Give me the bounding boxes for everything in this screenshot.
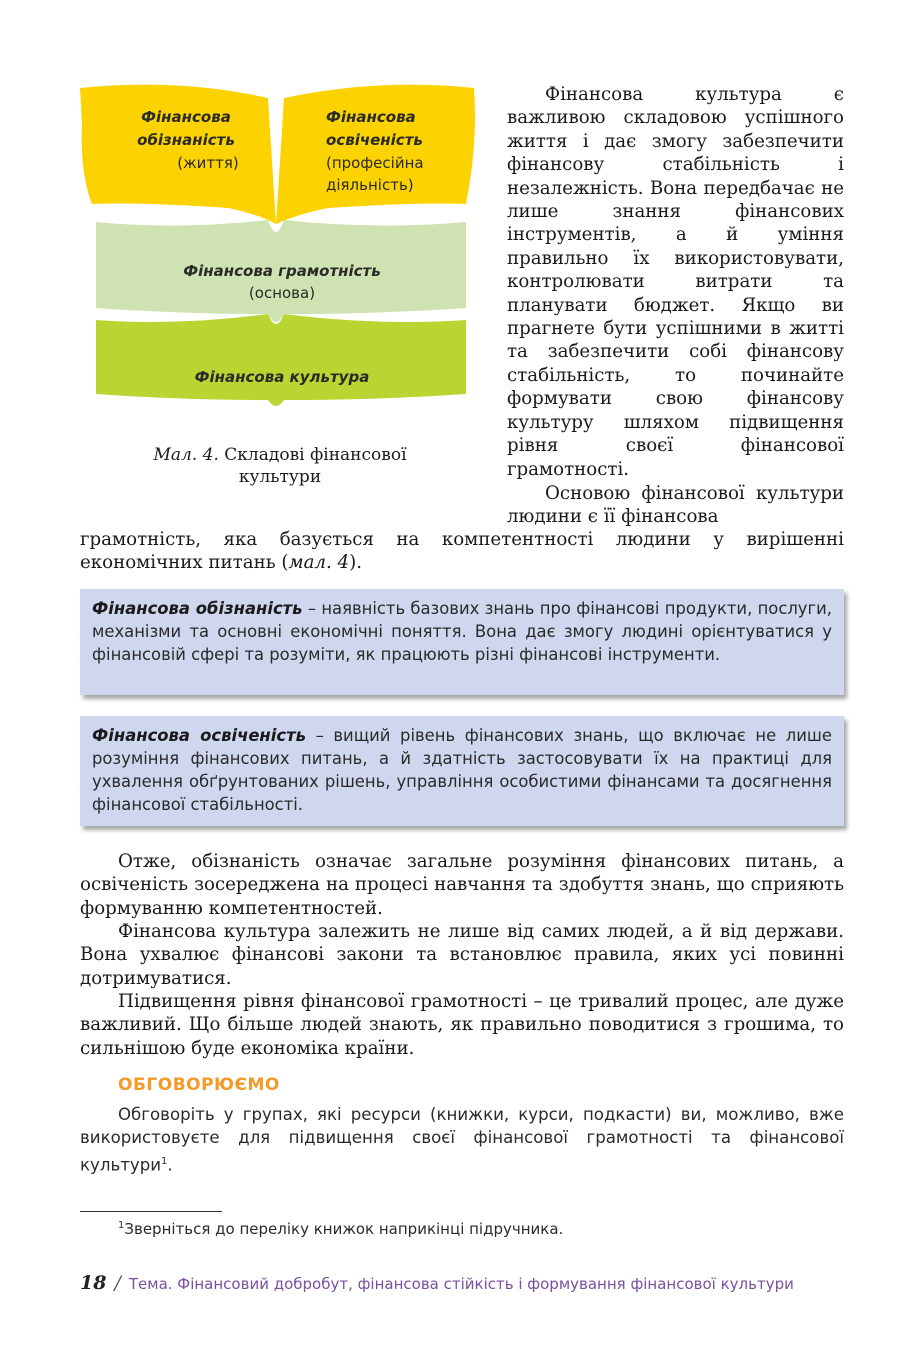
figure-diagram (78, 84, 476, 434)
paragraph-4: Фінансова культура залежить не лише від самих людей, а й від держави. Вона ухвалює фінансові закони та встановлює правила, яких усі повинні дотримуватися. (80, 921, 844, 989)
bottom-title: Фінансова культура (194, 368, 370, 386)
footer-topic: Тема. Фінансовий добробут, фінансова стійкість і формування фінансової культури (128, 1275, 794, 1293)
bottom-block (96, 314, 466, 406)
right-leaf-title-2: освіченість (326, 131, 423, 149)
footnote (118, 1220, 563, 1238)
definition-term: Фінансова обізнаність (92, 599, 303, 618)
figure-caption (110, 444, 450, 488)
footnote-mark: 1 (118, 1220, 125, 1231)
left-leaf-title-1: Фінансова (141, 108, 231, 126)
definition-term: Фінансова освіченість (92, 726, 306, 745)
right-leaf-title-1: Фінансова (326, 108, 416, 126)
definition-text: – вищий рівень фінансових знань, що включає не лише розуміння фінансових питань, а й здатність застосовувати їх на практиці для ухвалення обґрунтованих рішень, управління особистими фінансами та досягнення фінансової стабільності. (92, 726, 832, 814)
paragraph-1: Фінансова культура є важливою складовою успішного життя і дає змогу забезпечити фінансову стабільність і незалежність. Вона передбачає не лише знання фінансових інструментів, а й уміння правильно їх використовувати, контролювати витрати та планувати бюджет. Якщо ви прагнете бути успішними в житті та забезпечити собі фінансову стабільність, то починайте формувати свою фінансову культуру шляхом підвищення рівня своєї фінансової грамотності. (507, 84, 844, 480)
footnote-divider (80, 1211, 222, 1212)
page-number: 18 (80, 1272, 107, 1294)
caption-label: Мал. 4. (153, 445, 219, 465)
paragraph-3: Отже, обізнаність означає загальне розуміння фінансових питань, а освіченість зосереджена на процесі навчання та здобуття знань, що сприяють формуванню компетентностей. (80, 851, 844, 919)
left-leaf-title-2: обізнаність (137, 131, 235, 149)
figure-reference: мал. 4 (288, 552, 350, 574)
definition-box-awareness (80, 589, 844, 695)
footer-separator: / (114, 1272, 121, 1294)
discuss-heading: ОБГОВОРЮЄМО (118, 1075, 280, 1095)
footnote-text: Зверніться до переліку книжок наприкінці підручника. (124, 1220, 564, 1238)
paragraph-2-end (80, 528, 844, 575)
definition-box-education (80, 716, 844, 826)
caption-text-2: культури (238, 467, 322, 487)
right-leaf-sub-2: діяльність) (326, 176, 414, 194)
caption-text-1: Складові фінансової (224, 445, 407, 465)
middle-title: Фінансова грамотність (183, 262, 381, 280)
paragraph-2-start: Основою фінансової культури людини є її фінансова (507, 483, 844, 528)
paragraph-5: Підвищення рівня фінансової грамотності – це тривалий процес, але дуже важливий. Що більше людей знають, як правильно поводитися з грошима, то сильнішою буде економіка країни. (80, 991, 844, 1059)
right-leaf-sub-1: (професійна (326, 154, 424, 172)
discuss-text (80, 1103, 844, 1177)
paragraph-2-close: ). (349, 552, 363, 574)
middle-sub: (основа) (248, 284, 316, 302)
paragraph-2-end-text: грамотність, яка базується на компетентності людини у вирішенні економічних питань ( (80, 529, 844, 574)
page-footer (80, 1272, 794, 1294)
figure-financial-culture (78, 84, 476, 434)
discuss-body: Обговоріть у групах, які ресурси (книжки, курси, подкасти) ви, можливо, вже використовуєте для підвищення своєї фінансової грамотності та фінансової культури (80, 1105, 844, 1175)
discuss-end: . (167, 1155, 173, 1175)
footnote-ref[interactable]: 1 (161, 1155, 168, 1167)
definition-text: – наявність базових знань про фінансові продукти, послуги, механізми та основні економічні поняття. Вона дає змогу людині орієнтуватися у фінансовій сфері та розуміти, як працюють різні фінансові інструменти. (92, 599, 832, 664)
left-leaf-sub: (життя) (177, 154, 239, 172)
